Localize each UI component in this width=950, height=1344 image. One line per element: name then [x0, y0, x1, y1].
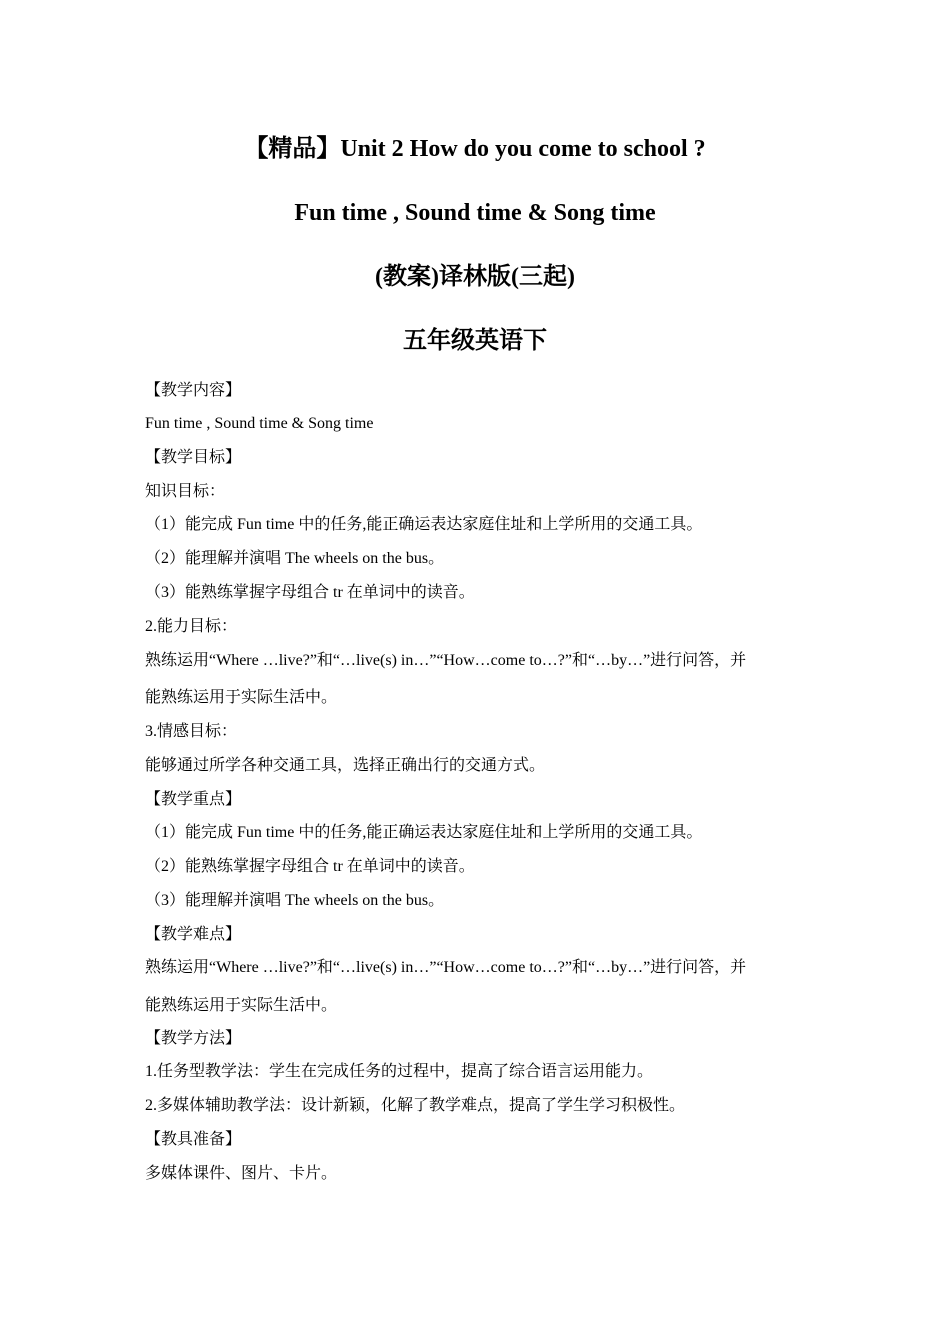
paragraph-line: 熟练运用“Where …live?”和“…live(s) in…”“How…come to…?”和“…by…”进行问答，并 [145, 652, 747, 669]
paragraph-line: 1.任务型教学法：学生在完成任务的过程中，提高了综合语言运用能力。 [145, 1063, 654, 1080]
paragraph-line: 熟练运用“Where …live?”和“…live(s) in…”“How…come to…?”和“…by…”进行问答，并 [145, 959, 747, 976]
paragraph-line: （1）能完成 Fun time 中的任务,能正确运表达家庭住址和上学所用的交通工具。 [145, 516, 703, 533]
section-heading-objectives: 【教学目标】 [145, 449, 242, 466]
document-grade: 五年级英语下 [403, 328, 547, 354]
paragraph-line: 2.多媒体辅助教学法：设计新颖，化解了教学难点，提高了学生学习积极性。 [145, 1097, 686, 1114]
paragraph-line: （2）能理解并演唱 The wheels on the bus。 [145, 550, 445, 567]
paragraph-line: Fun time , Sound time & Song time [145, 415, 374, 432]
paragraph-line: （2）能熟练掌握字母组合 tr 在单词中的读音。 [145, 858, 475, 875]
paragraph-line: （3）能理解并演唱 The wheels on the bus。 [145, 892, 445, 909]
section-heading-methods: 【教学方法】 [145, 1030, 242, 1047]
section-heading-content: 【教学内容】 [145, 382, 242, 399]
paragraph-line: 能熟练运用于实际生活中。 [145, 689, 338, 706]
section-heading-difficulties: 【教学难点】 [145, 926, 242, 943]
paragraph-line: 能熟练运用于实际生活中。 [145, 997, 338, 1014]
paragraph-line: 2.能力目标： [145, 618, 238, 635]
document-title: 【精品】Unit 2 How do you come to school ? [244, 136, 706, 162]
paragraph-line: 知识目标： [145, 483, 226, 500]
paragraph-line: （3）能熟练掌握字母组合 tr 在单词中的读音。 [145, 584, 475, 601]
paragraph-line: 能够通过所学各种交通工具，选择正确出行的交通方式。 [145, 757, 546, 774]
section-heading-materials: 【教具准备】 [145, 1131, 242, 1148]
document-edition: (教案)译林版(三起) [375, 264, 575, 290]
document-subtitle: Fun time , Sound time & Song time [294, 200, 656, 226]
section-heading-key-points: 【教学重点】 [145, 791, 242, 808]
paragraph-line: 多媒体课件、图片、卡片。 [145, 1165, 338, 1182]
paragraph-line: （1）能完成 Fun time 中的任务,能正确运表达家庭住址和上学所用的交通工具。 [145, 824, 703, 841]
paragraph-line: 3.情感目标： [145, 723, 238, 740]
